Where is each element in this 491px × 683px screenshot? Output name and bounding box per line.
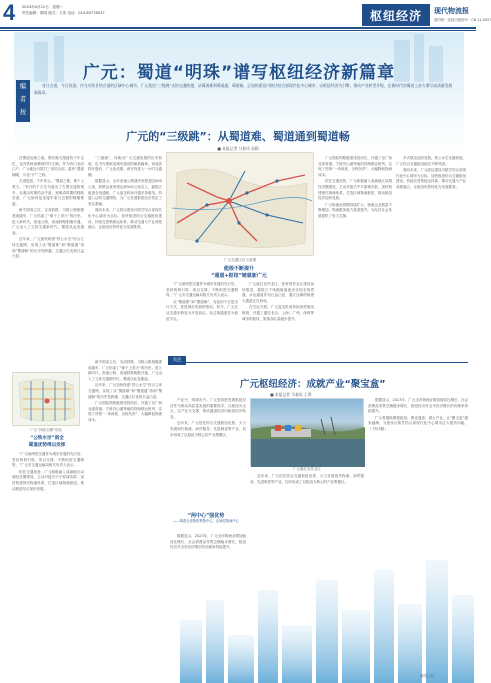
- editor-note-char: 按: [19, 108, 27, 116]
- paragraph: 面向未来，广元将以建设川陕甘结合部现代化中心城市为目标，加快推进综合交通枢纽建设，持续完善集疏运体系，推动交通与产业深度融合，让枢纽优势转化为发展胜势。: [88, 208, 162, 230]
- page-number: 4: [3, 0, 16, 25]
- transport-map: [166, 152, 314, 256]
- paragraph: 依托交通优势，广元积极融入成渝地区双城经济圈建设，主动对接关中平原城市群，加快构建现代物流体系，打造区域物流枢纽，推动枢纽经济加快发展。: [12, 469, 84, 491]
- editor-note-char: 者: [19, 95, 27, 103]
- paragraph: 古道悠悠，千年风云。“蜀道之难，难于上青天。”李白的千古名句道出了古蜀交通的艰辛。从秦汉时期的金牛道，到明清时期的驿路官道，广元始终是连接中原与巴蜀的咽喉要道。: [12, 179, 84, 206]
- article2-subheading-desc: ——构建全省物资集散中心、区域性物流中心: [173, 519, 239, 523]
- article1-column-2: [88, 156, 162, 232]
- article1-column-3: [166, 282, 238, 323]
- article2-title: 广元枢纽经济：成就产业“聚宝盒”: [240, 379, 386, 390]
- paragraph: “三级跳”，勾勒出广元交通发展的历史轨迹，也书写着枢纽城市建设的崭新篇章。西成高铁开通后，广元至成都、西安均进入一小时交通圈。: [88, 156, 162, 177]
- paragraph: 在空运方面，广元盘龙机场持续加密航线航班，开通了通往北京、上海、广州、深圳等城市的航线，旅客吞吐量稳步提升。: [242, 305, 314, 321]
- photo-graphic: [251, 399, 365, 467]
- paragraph: 近年来，广元依托综合交通枢纽优势，大力发展现代物流、商贸服务、先进制造等产业，初步形成了以枢纽为核心的产业集聚区。: [170, 421, 246, 437]
- article2-column-2: [368, 398, 468, 434]
- article1-subheading: 能级不断提升 “通道+枢纽”链就新广元: [211, 266, 267, 279]
- paragraph: 广元物流业规模持续扩大，物流企业数量不断增加，物流服务能力显著提升，为经济社会发展提供了有力支撑。: [318, 202, 392, 218]
- paper-name: 现代物流报: [434, 6, 469, 15]
- paragraph: 数据显示，2023年，广元全市物流业增加值同比增长，社会消费品零售总额稳步增长，枢纽经济对全市经济增长的贡献率持续提升。: [368, 398, 468, 414]
- paragraph: 近年来，广元加快构建“铁公水空”综合立体交通网，实现了从“蜀道难”到“蜀道通”再到“蜀道畅”的历史性跨越，交通区位优势日益凸显。: [88, 383, 162, 399]
- article1-column-4: [242, 282, 314, 323]
- layout-map-graphic: [13, 373, 81, 427]
- article1-column-6: [396, 156, 466, 192]
- focus-rule: [168, 362, 468, 363]
- editor-line: 责任编辑：陈明 版式：王浩 电话：010-83778037: [22, 11, 105, 15]
- article1-title: 广元的“三级跳”：从蜀道难、蜀道通到蜀道畅: [126, 130, 350, 143]
- layout-map: [12, 372, 80, 426]
- article1-column-5: [318, 156, 392, 221]
- article1-column-1: [12, 156, 84, 261]
- paragraph: “广元始终把交通作为城市发展的先行官，坚持规划引领、项目支撑，不断织密交通网络。”广元市交通运输局相关负责人表示。: [12, 452, 84, 468]
- paragraph: 多式联运加快发展，铁公水空无缝衔接，广元综合交通枢纽地位不断巩固。: [396, 156, 466, 166]
- photo-caption: 广元港红岩作业区: [293, 467, 321, 471]
- masthead-rule: [0, 27, 476, 29]
- section-label-box: [362, 4, 430, 26]
- paragraph: 广元国际铁路港建成投用后，开通了至广西北部湾港、宁波舟山港等地的铁海联运班列，实现了货物“一单到底、全程负责”，大幅降低物流成本。: [318, 156, 392, 177]
- paragraph: 数据显示，2023年，广元全市物流业增加值同比增长，社会消费品零售总额稳步增长，枢纽经济对全市经济增长的贡献率持续提升。: [170, 534, 246, 550]
- graphic-credit: 制图/王虹: [420, 674, 435, 678]
- article1-subheading-2: “公铁水空”俱全 蜀道优势得以发挥: [28, 436, 66, 448]
- paragraph: 在蜀道沧桑之地，既有雄关漫道的千年记忆，也有铁轨纵横的时代交响。作为四川北向门户，广元地处川陕甘三省结合部，素有“蜀道咽喉、川北门户”之称。: [12, 156, 84, 177]
- article1-column-8: [88, 360, 162, 425]
- article2-column-3: [250, 474, 364, 486]
- paragraph: 从“蜀道难”到“蜀道畅”，变化的不仅是出行方式，更是城市发展的格局。如今，广元正从交通末梢变为开放前沿，从过境通道变为枢纽节点。: [166, 299, 238, 321]
- paper-sub: 国内统一连续出版物号：CN 11-0057: [434, 18, 491, 22]
- paragraph: 广元港红岩作业区、张家坝作业区建设加快推进，嘉陵江千吨级航道逐步实现全线贯通，水运通道作用日益凸显，通江达海的物流大通道正在形成。: [242, 282, 314, 303]
- article2-byline: ■ 本报记者 马春风 王琪: [270, 392, 312, 397]
- paragraph: 新中国成立后，宝成铁路、川陕公路相继建成通车，广元结束了“难于上青天”的历史。进入新时代，高速公路、高速铁路相继开通，广元迈入了立体交通新时代，蜀道从此变通途。: [12, 208, 84, 235]
- article2-column-1: [170, 398, 246, 439]
- headline: 广元：蜀道“明珠”谱写枢纽经济新篇章: [82, 63, 396, 83]
- article1-column-7: [12, 452, 84, 493]
- date-line: 2024年4月21日 星期一: [22, 5, 64, 9]
- article1-byline: ■ 本报记者 马春风 孙颖: [217, 146, 259, 151]
- editor-note-text: 昔日古道，今日坦途。作为川陕甘结合部的区域中心城市，广元依托“三级跳”式的交通跨越，从蜀道难到蜀道通、蜀道畅，正加快建设川陕甘结合部现代化中心城市，以枢纽经济为引擎，推动产业转型升级，在新时代的蜀道上奋力谱写高质量发展新篇章。: [34, 83, 453, 95]
- article2-subheading: “两中心”强优势: [187, 513, 225, 519]
- port-photo: [250, 398, 364, 466]
- map-graphic: [167, 153, 315, 257]
- paragraph: 面向未来，广元将以建设川陕甘结合部现代化中心城市为目标，加快推进综合交通枢纽建设，持续完善集疏运体系，推动交通与产业深度融合，让枢纽优势转化为发展胜势。: [396, 168, 466, 189]
- paragraph: 广元将继续做强枢纽、做优通道、做大产业，让“聚宝盒”越来越满，为建设川陕甘结合部现代化中心城市注入强劲动能。（下转3版）: [368, 415, 468, 431]
- editor-note-char: 编: [19, 82, 27, 90]
- paragraph: 近年来，广元依托综合交通枢纽优势，大力发展现代物流、商贸服务、先进制造等产业，初步形成了以枢纽为核心的产业集聚区。: [250, 474, 364, 484]
- map-caption: 广元交通区位示意图: [223, 258, 257, 262]
- layout-map-caption: 广元“四纵五横”布局: [30, 428, 62, 432]
- paragraph: 广元国际铁路港建成投用后，开通了至广西北部湾港、宁波舟山港等地的铁海联运班列，实现了货物“一单到底、全程负责”，大幅降低物流成本。: [88, 401, 162, 422]
- paragraph: 近年来，广元加快构建“铁公水空”综合立体交通网，实现了从“蜀道难”到“蜀道通”再到“蜀道畅”的历史性跨越，交通区位优势日益凸显。: [12, 237, 84, 259]
- paragraph: 数据显示，全市高速公路通车里程超过600公里，铁路运营里程达到500公里以上，嘉陵江航道全线通航，广元盘龙机场开通多条航线。四通八达的交通网络，为广元发展枢纽经济奠定了坚实基础。: [88, 179, 162, 206]
- paragraph: “广元始终把交通作为城市发展的先行官，坚持规划引领、项目支撑，不断织密交通网络。”广元市交通运输局相关负责人表示。: [166, 282, 238, 298]
- focus-tag: 关注: [168, 356, 186, 365]
- paragraph: 新中国成立后，宝成铁路、川陕公路相继建成通车，广元结束了“难于上青天”的历史。进入新时代，高速公路、高速铁路相继开通，广元迈入了立体交通新时代，蜀道从此变通途。: [88, 360, 162, 381]
- paragraph: 产业兴，则城市兴。广元坚持把发展枢纽经济作为推动高质量发展的重要抓手，以枢纽为支点，以产业为支撑，推动通道经济向枢纽经济转变。: [170, 398, 246, 419]
- masthead-rule-thin: [0, 30, 476, 31]
- editor-note-label: [16, 80, 30, 122]
- masthead: [0, 0, 491, 30]
- paragraph: 依托交通优势，广元积极融入成渝地区双城经济圈建设，主动对接关中平原城市群，加快构建现代物流体系，打造区域物流枢纽，推动枢纽经济加快发展。: [318, 179, 392, 201]
- section-name: 枢纽经济: [369, 9, 422, 23]
- skyline-decoration: [160, 540, 476, 683]
